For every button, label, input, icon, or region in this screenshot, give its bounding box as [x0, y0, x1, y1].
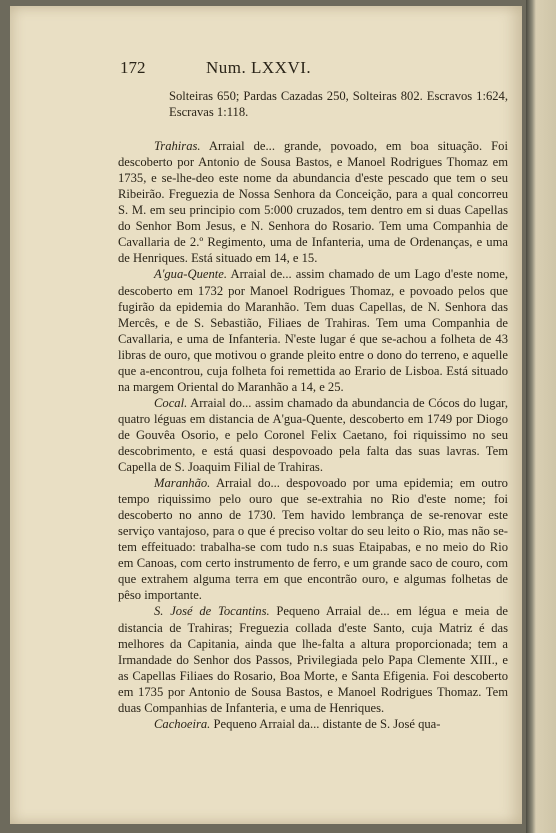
page-number: 172 — [120, 58, 146, 77]
entry-sao-jose-de-tocantins — [118, 603, 508, 715]
adjacent-page-edge — [526, 0, 556, 833]
entry-text: Pequeno Arraial de... em légua e meia de distancia de Trahiras; Freguezia collada d'este Santo, cuja Matriz é das melhores da Capitania, ainda que lhe-falta a altura proporcionada; tem a Irmandade do Senhor dos Passos, Privilegiada pelo Papa Clemente XIII., e as Capellas Filiaes do Rosario, Boa Morte, e Santa Efigenia. Foi descoberto em 1735 por Antonio de Sousa Bastos, e Manoel Rodrigues Thomaz. Tem duas Companhias de Infanteria, e uma de Henriques. — [118, 604, 508, 715]
entry-text: Pequeno Arraial da... distante de S. José qua- — [213, 716, 441, 731]
running-head: Num. LXXVI. — [206, 58, 312, 77]
page-content — [118, 60, 508, 732]
page-header — [118, 60, 508, 88]
entry-text: Arraial do... despovoado por uma epidemia; em outro tempo riquissimo pelo ouro que se-extrahia no Rio d'este nome; foi descoberto no anno de 1730. Tem havido lembrança de se-renovar este serviço vantajoso, para o que é preciso voltar do seu leito o Rio, mas não se-tem effeituado: trabalha-se com tudo n.s suas Etaipabas, e no meio do Rio em Canoas, com certo instrumento de ferro, e um grande saco de couro, com que extrahem alguma terra em que encontrão ouro, e algumas folhetas de pêso importante. — [118, 476, 508, 603]
population-line: Solteiras 650; Pardas Cazadas 250, Solteiras 802. Escravos 1:624, Escravas 1:118. — [169, 89, 508, 120]
entry-place-name: Trahiras. — [154, 139, 201, 154]
entry-agua-quente — [118, 266, 508, 394]
entry-text: Arraial de... grande, povoado, em boa situação. Foi descoberto por Antonio de Sousa Bastos, e Manoel Rodrigues Thomaz em 1735, e se-lhe-deo este nome da abundancia d'este pescado que tem o seu Ribeirão. Freguezia de Nossa Senhora da Conceição, para a qual concorreu S. M. em seu principio com 5:000 cruzados, tem dentro em si duas Capellas do Senhor Bom Jesus, e N. Senhora do Rosario. Tem uma Companhia de Cavallaria de 2.º Regimento, uma de Infanteria, uma de Ordenanças, e uma de Henriques. Está situado em 14, e 15. — [118, 139, 508, 266]
entry-place-name: A'gua-Quente. — [154, 267, 227, 282]
entry-text: Arraial do... assim chamado da abundancia de Cócos do lugar, quatro léguas em distancia de A'gua-Quente, descoberto em 1749 por Diogo de Gouvêa Osorio, e pelo Coronel Felix Caetano, foi riquissimo no seu descobrimento, e está quasi despovoado pela falta das suas lavras. Tem Capella de S. Joaquim Filial de Trahiras. — [118, 395, 508, 475]
entry-place-name: Cocal. — [154, 395, 188, 410]
entry-text: Arraial de... assim chamado de um Lago d'este nome, descoberto em 1732 por Manoel Rodrigues Thomaz, e povoado pelos que fugirão da epidemia do Maranhão. Tem duas Capellas, de N. Senhora das Mercês, e de S. Sebastião, Filiaes de Trahiras. Tem uma Companhia de Cavallaria, e uma de Infanteria. N'este lugar é que se-achou a folheta de 43 libras de ouro, que motivou o grande pleito entre o dono do terreno, e aquelle que a-encontrou, cuja folheta foi remettida ao Erario de Lisboa. Está situado na margem Oriental do Maranhão a 14, e 25. — [118, 267, 508, 394]
entry-cocal — [118, 395, 508, 475]
entry-maranhao — [118, 475, 508, 603]
entry-place-name: Maranhão. — [154, 476, 211, 491]
entry-cachoeira — [118, 716, 508, 732]
entry-trahiras — [118, 138, 508, 266]
entry-place-name: Cachoeira. — [154, 716, 211, 731]
entry-place-name: S. José de Tocantins. — [154, 604, 270, 619]
